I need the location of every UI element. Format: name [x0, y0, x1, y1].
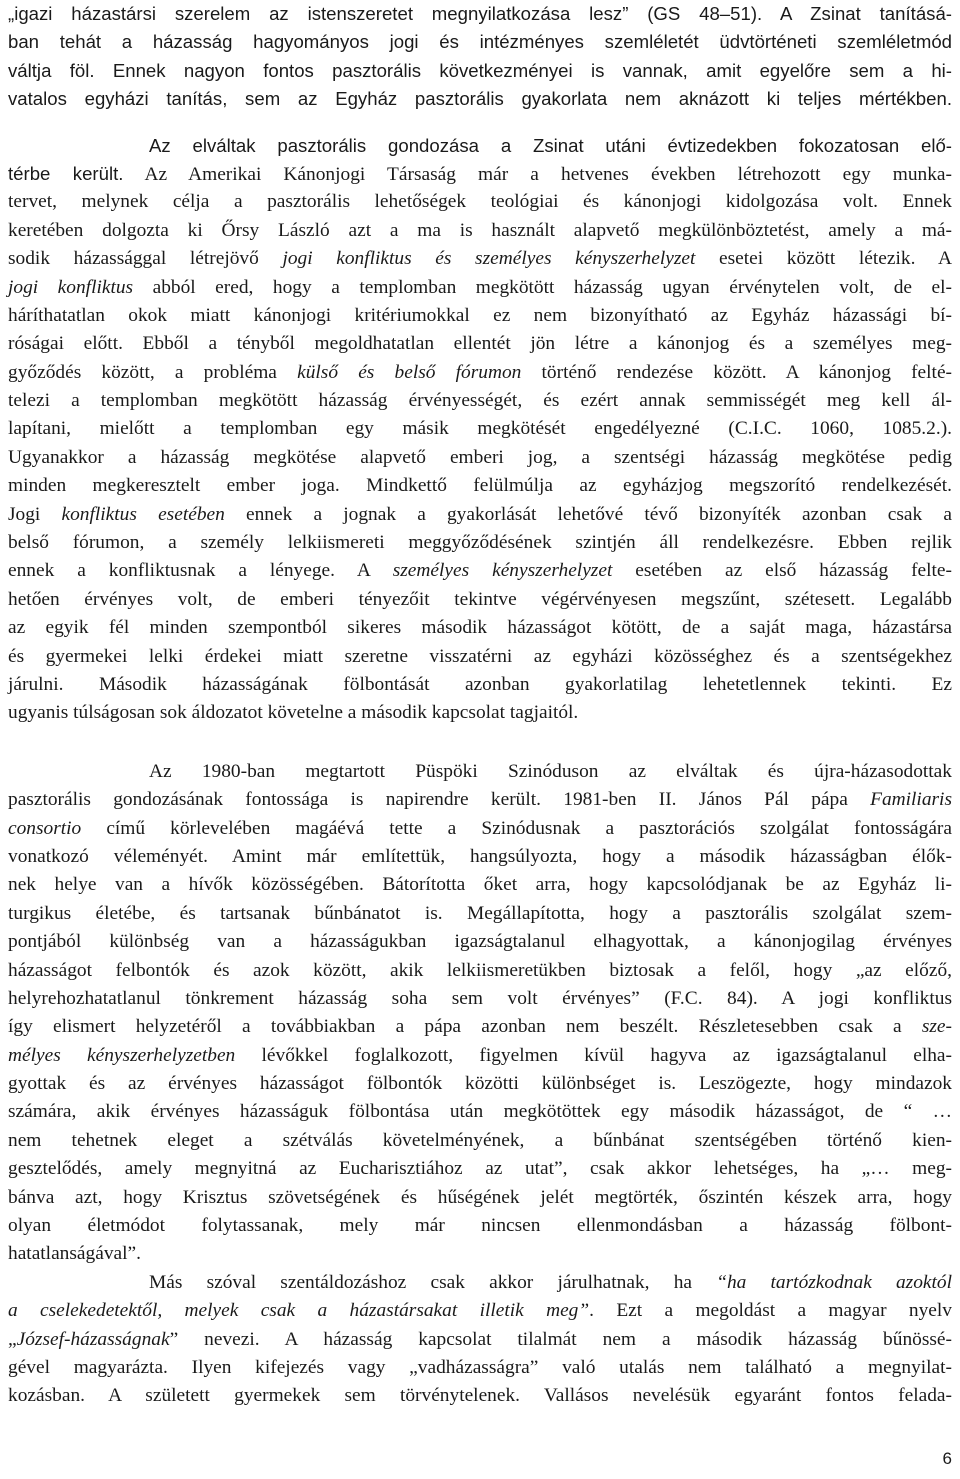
text-line: helyrehozhatatlanul tönkrement házasság soha sem volt érvényes” (F.C. 84). A jogi konfliktus [8, 987, 952, 1009]
text-line: consortio című körlevelében magáévá tette a Szinódusnak a pasztorációs szolgálat fontosságára [8, 817, 952, 839]
text-line: nem tehetnek eleget a szétválás követelményének, a bűnbánat szentségében történő kien- [8, 1129, 952, 1151]
text-line: váltja föl. Ennek nagyon fontos pasztorális következményei is vannak, amit egyelőre sem a hi- [8, 59, 952, 81]
text-line: sodik házassággal létrejövő jogi konfliktus és személyes kényszerhelyzet esetei között létezik. A [8, 248, 952, 270]
text-line: lapítani, mielőtt a templomban egy másik megkötését engedélyezné (C.I.C. 1060, 1085.2.). [8, 418, 952, 440]
text-line: róságai előtt. Ebből a tényből megoldhatatlan ellentét jön létre a kánonjog és a személyes meg- [8, 333, 952, 355]
text-line: turgikus életébe, és tartsanak bűnbánatot is. Megállapította, hogy a pasztorális szolgálat szem- [8, 902, 952, 924]
text-line: győződés között, a probléma külső és belső fórumon történő rendezése között. A kánonjog felté- [8, 361, 953, 383]
paragraph-spacer [8, 114, 952, 132]
text-line: járulni. Második házasságának fölbontását azonban gyakorlatilag lehetetlennek tekinti. Ez [8, 673, 952, 695]
text-line: házasságot felbontók és azok között, akik lelkiismeretükben biztosak a felől, hogy „az előző, [8, 959, 952, 981]
paragraph-synod-1980 [8, 728, 952, 1269]
text-line: vonatkozó véleményét. Amint már említettük, hangsúlyozta, hogy a második házasságban élők- [8, 845, 952, 867]
text-line: gyottak és az érvényes házasságot fölbontók közötti különbséget is. Leszögezte, hogy mindazok [8, 1073, 952, 1095]
text-line: minden megkeresztelt ember joga. Mindkettő felülmúlja az egyházjog megszorító rendelkezését. [8, 475, 952, 497]
paragraph-spacer [8, 728, 952, 758]
paragraph-pastoral-care [8, 114, 952, 728]
text-line: kozásban. A született gyermekek sem törvénytelenek. Vallásos nevelésük egyaránt fontos felada- [8, 1385, 952, 1407]
paragraph-communion [8, 1269, 952, 1411]
text-line: jogi konfliktus abból ered, hogy a templomban megkötött házasság ugyan érvénytelen volt, de el- [8, 276, 952, 298]
text-line: nek helye van a hívők közösségében. Bátorította őket arra, hogy kapcsolódjanak be az Egyház li- [8, 874, 952, 896]
text-line: számára, akik érvényes házasságuk fölbontása után megkötöttek egy második házasságot, de “ … [8, 1101, 952, 1123]
text-line: gesztelődés, amely megnyitná az Eucharisztiához az utat”, csak akkor lehetséges, ha „… meg- [8, 1158, 952, 1180]
text-line: Jogi konfliktus esetében ennek a jognak a gyakorlását lehetővé tévő bizonyíték azonban csak a [8, 503, 952, 525]
text-line: tervet, melynek célja a pasztorális lehetőségek teológiai és kánonjogi kidolgozása volt. Ennek [8, 191, 952, 213]
text-line: pontjából különbség van a házasságukban igazságtalanul elhagyottak, a kánonjogilag érvényes [8, 931, 952, 953]
text-line: Az 1980-ban megtartott Püspöki Szinóduson az elváltak és újra-házasodottak [149, 760, 952, 782]
text-line: Az elváltak pasztorális gondozása a Zsinat utáni évtizedekben fokozatosan elő- [149, 134, 952, 156]
text-line: hetően érvényes volt, de emberi tényezőit tekintve végérvényesen megszűnt, szétesett. Legalább [8, 588, 952, 610]
text-line: keretében dolgozta ki Őrsy László azt a ma is használt alapvető megkülönböztetést, amely a má- [8, 219, 952, 241]
text-line: olyan életmódot folytassanak, mely már nincsen ellenmondásban a házasság fölbont- [8, 1215, 952, 1237]
text-line: belső fórumon, a személy lelkiismereti meggyőződésének szintjén áll rendelkezésre. Ebben rejlik [8, 532, 952, 554]
text-line: telezi a templomban megkötött házasság érvényességét, és ezért annak semmisségét meg kell ál- [8, 390, 952, 412]
paragraph-intro [8, 0, 952, 114]
text-line: ugyanis túlságosan sok áldozatot követelne a második kapcsolat tagjaitól. [8, 702, 579, 724]
text-line: mélyes kényszerhelyzetben lévőkkel foglalkozott, figyelmen kívül hagyva az igazságtalanul elha- [8, 1044, 952, 1066]
text-line: bánva azt, hogy Krisztus szövetségének és hűségének jelét megtörték, őszintén készek arra, hogy [8, 1186, 952, 1208]
text-line: „igazi házastársi szerelem az istenszeretet megnyilatkozása lesz” (GS 48–51). A Zsinat tanításá- [8, 3, 952, 24]
text-line: ban tehát a házasság hagyományos jogi és intézményes szemléletét üdvtörténeti szemléletmód [8, 31, 952, 53]
text-line: Ugyanakkor a házasság megkötése alapvető emberi jog, a szentségi házasság megkötése pedig [8, 446, 952, 468]
text-line: pasztorális gondozásának fontossága is napirendre került. 1981-ben II. János Pál pápa Familiaris [8, 789, 952, 811]
text-line: Más szóval szentáldozáshoz csak akkor járulhatnak, ha “ha tartózkodnak azoktól [149, 1271, 952, 1293]
text-line: a cselekedetektől, melyek csak a házastársakat illetik meg”. Ezt a megoldást a magyar nyelv [8, 1300, 952, 1322]
text-line: és gyermekei lelki érdekei miatt szeretne visszatérni az egyházi közösséghez és a szentségekhez [8, 645, 952, 667]
text-line: gével magyarázta. Ilyen kifejezés vagy „vadházasságra” való utalás nem található a megnyilat- [8, 1356, 952, 1378]
text-line: így elismert helyzetéről a továbbiakban a pápa azonban nem beszélt. Részletesebben csak a sze- [8, 1016, 952, 1038]
page-number: 6 [942, 1449, 952, 1468]
text-line: vatalos egyházi tanítás, sem az Egyház pasztorális gyakorlata nem aknázott ki teljes mértékben. [8, 88, 952, 110]
text-line: hatatlanságával”. [8, 1243, 141, 1265]
text-line: ennek a konfliktusnak a lényege. A személyes kényszerhelyzet esetében az első házasság felte- [8, 560, 952, 582]
text-line: háríthatatlan okok miatt kánonjogi kritériumokkal ez nem bizonyítható az Egyház házassági bí- [8, 304, 952, 326]
text-line: „József-házasságnak” nevezi. A házasság kapcsolat tilalmát nem a második házasság bűnössé- [8, 1328, 952, 1350]
text-line: az egyik fél minden szempontból sikeres második házasságot kötött, de a saját maga, házastársa [8, 617, 952, 639]
text-line: térbe került. Az Amerikai Kánonjogi Társaság már a hetvenes években létrehozott egy munka- [8, 162, 952, 185]
document-page [8, 0, 952, 1411]
